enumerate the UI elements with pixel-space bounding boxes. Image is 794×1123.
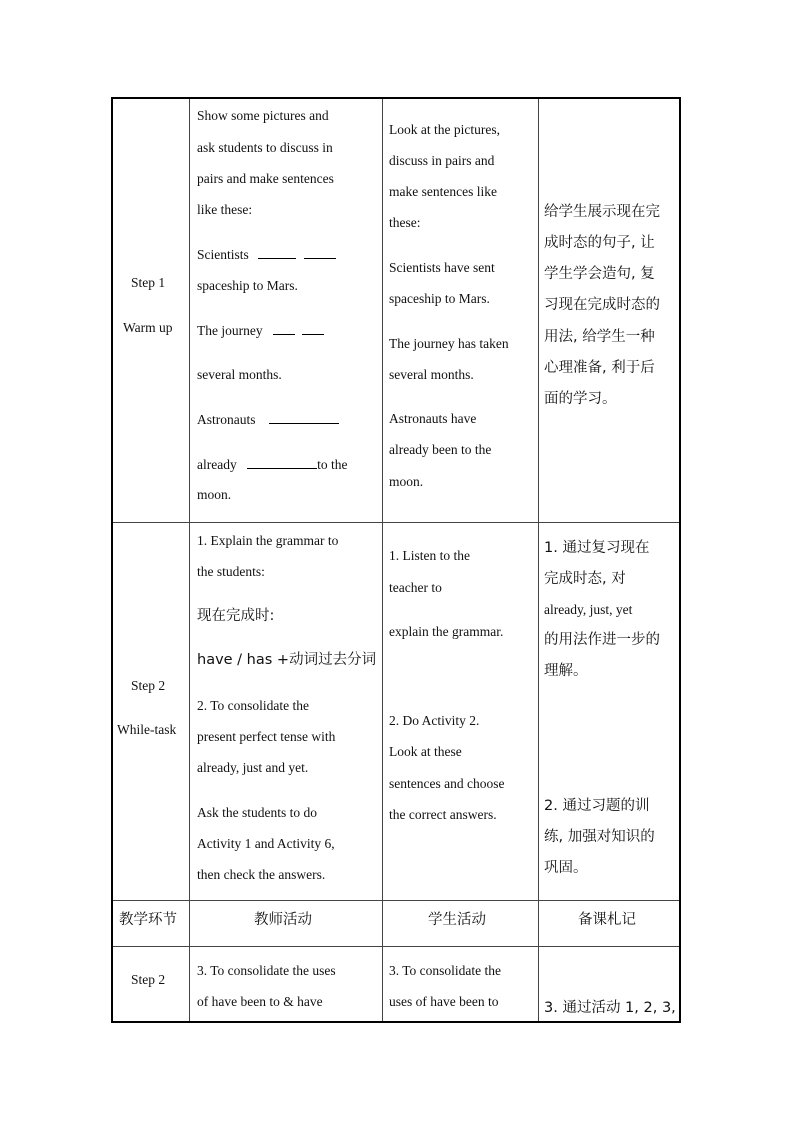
text-line: Show some pictures and bbox=[197, 108, 329, 123]
text-line: Scientists have sent bbox=[389, 260, 495, 275]
text-line: 3. To consolidate the uses bbox=[197, 963, 336, 978]
note-line: 学生学会造句, 复 bbox=[544, 266, 655, 282]
step-label: Step 1 bbox=[131, 275, 166, 290]
note-line: 习现在完成时态的 bbox=[544, 297, 660, 313]
note-line: 成时态的句子, 让 bbox=[544, 235, 655, 251]
sentence-line bbox=[197, 456, 347, 473]
note-line: 给学生展示现在完 bbox=[544, 204, 660, 220]
text-line: uses of have been to bbox=[389, 994, 499, 1009]
row-divider bbox=[113, 522, 679, 523]
text-line: several months. bbox=[389, 367, 474, 382]
text-line: already been to the bbox=[389, 442, 492, 457]
sentence-line bbox=[197, 322, 324, 339]
header-cell-teacher: 教师活动 bbox=[254, 912, 312, 928]
note-line: 面的学习。 bbox=[544, 391, 617, 407]
text-line: moon. bbox=[389, 474, 424, 489]
row-divider bbox=[113, 900, 679, 901]
sentence-text: The journey bbox=[197, 323, 263, 338]
stage-label: While-task bbox=[117, 722, 177, 737]
step-label: Step 2 bbox=[131, 972, 166, 987]
answer-blank bbox=[273, 322, 295, 335]
text-line: 1. Explain the grammar to bbox=[197, 533, 339, 548]
row-divider bbox=[113, 946, 679, 947]
stage-label: Warm up bbox=[123, 320, 173, 335]
text-line: teacher to bbox=[389, 580, 442, 595]
answer-blank bbox=[304, 246, 336, 259]
note-line: 用法, 给学生一种 bbox=[544, 329, 655, 345]
sentence-text: already bbox=[197, 457, 237, 472]
step-label: Step 2 bbox=[131, 678, 166, 693]
grammar-formula: have / has +动词过去分词 bbox=[197, 652, 377, 668]
column-divider bbox=[382, 99, 383, 1021]
text-line: spaceship to Mars. bbox=[389, 291, 490, 306]
text-line: make sentences like bbox=[389, 184, 497, 199]
note-line: 2. 通过习题的训 bbox=[544, 798, 650, 814]
sentence-text: Scientists bbox=[197, 247, 249, 262]
text-line: explain the grammar. bbox=[389, 624, 504, 639]
answer-blank bbox=[302, 322, 324, 335]
answer-blank bbox=[269, 411, 339, 424]
text-line: ask students to discuss in bbox=[197, 140, 333, 155]
text-line: Look at the pictures, bbox=[389, 122, 500, 137]
text-line: 2. Do Activity 2. bbox=[389, 713, 480, 728]
header-cell-step: 教学环节 bbox=[119, 912, 177, 928]
text-line: Activity 1 and Activity 6, bbox=[197, 836, 335, 851]
text-line: 3. To consolidate the bbox=[389, 963, 502, 978]
text-line: The journey has taken bbox=[389, 336, 509, 351]
text-line: spaceship to Mars. bbox=[197, 278, 298, 293]
text-line: of have been to & have bbox=[197, 994, 323, 1009]
note-line: 3. 通过活动 1, 2, 3, bbox=[544, 1000, 676, 1016]
text-line: 2. To consolidate the bbox=[197, 698, 310, 713]
note-line: already, just, yet bbox=[544, 602, 633, 617]
sentence-line bbox=[197, 411, 339, 428]
text-line: present perfect tense with bbox=[197, 729, 336, 744]
column-divider bbox=[538, 99, 539, 1021]
sentence-text: to the bbox=[317, 457, 348, 472]
text-line: these: bbox=[389, 215, 421, 230]
text-line: Astronauts have bbox=[389, 411, 477, 426]
text-line: discuss in pairs and bbox=[389, 153, 495, 168]
text-line: then check the answers. bbox=[197, 867, 326, 882]
sentence-text: Astronauts bbox=[197, 412, 256, 427]
header-cell-student: 学生活动 bbox=[428, 912, 486, 928]
note-line: 练, 加强对知识的 bbox=[544, 829, 655, 845]
text-line: 1. Listen to the bbox=[389, 548, 470, 563]
lesson-plan-table bbox=[111, 97, 681, 1023]
note-line: 心理准备, 利于后 bbox=[544, 360, 655, 376]
grammar-title: 现在完成时: bbox=[197, 608, 275, 624]
text-line: sentences and choose bbox=[389, 776, 505, 791]
text-line: the students: bbox=[197, 564, 265, 579]
note-line: 1. 通过复习现在 bbox=[544, 540, 650, 556]
text-line: Look at these bbox=[389, 744, 462, 759]
text-line: the correct answers. bbox=[389, 807, 497, 822]
note-line: 的用法作进一步的 bbox=[544, 632, 660, 648]
text-line: several months. bbox=[197, 367, 282, 382]
answer-blank bbox=[247, 456, 317, 469]
text-line: already, just and yet. bbox=[197, 760, 309, 775]
answer-blank bbox=[258, 246, 296, 259]
header-cell-notes: 备课札记 bbox=[578, 912, 636, 928]
text-line: moon. bbox=[197, 487, 232, 502]
text-line: like these: bbox=[197, 202, 253, 217]
note-line: 理解。 bbox=[544, 663, 588, 679]
sentence-line bbox=[197, 246, 336, 263]
note-line: 完成时态, 对 bbox=[544, 571, 626, 587]
text-line: Ask the students to do bbox=[197, 805, 317, 820]
text-line: pairs and make sentences bbox=[197, 171, 334, 186]
note-line: 巩固。 bbox=[544, 860, 588, 876]
column-divider bbox=[189, 99, 190, 1021]
